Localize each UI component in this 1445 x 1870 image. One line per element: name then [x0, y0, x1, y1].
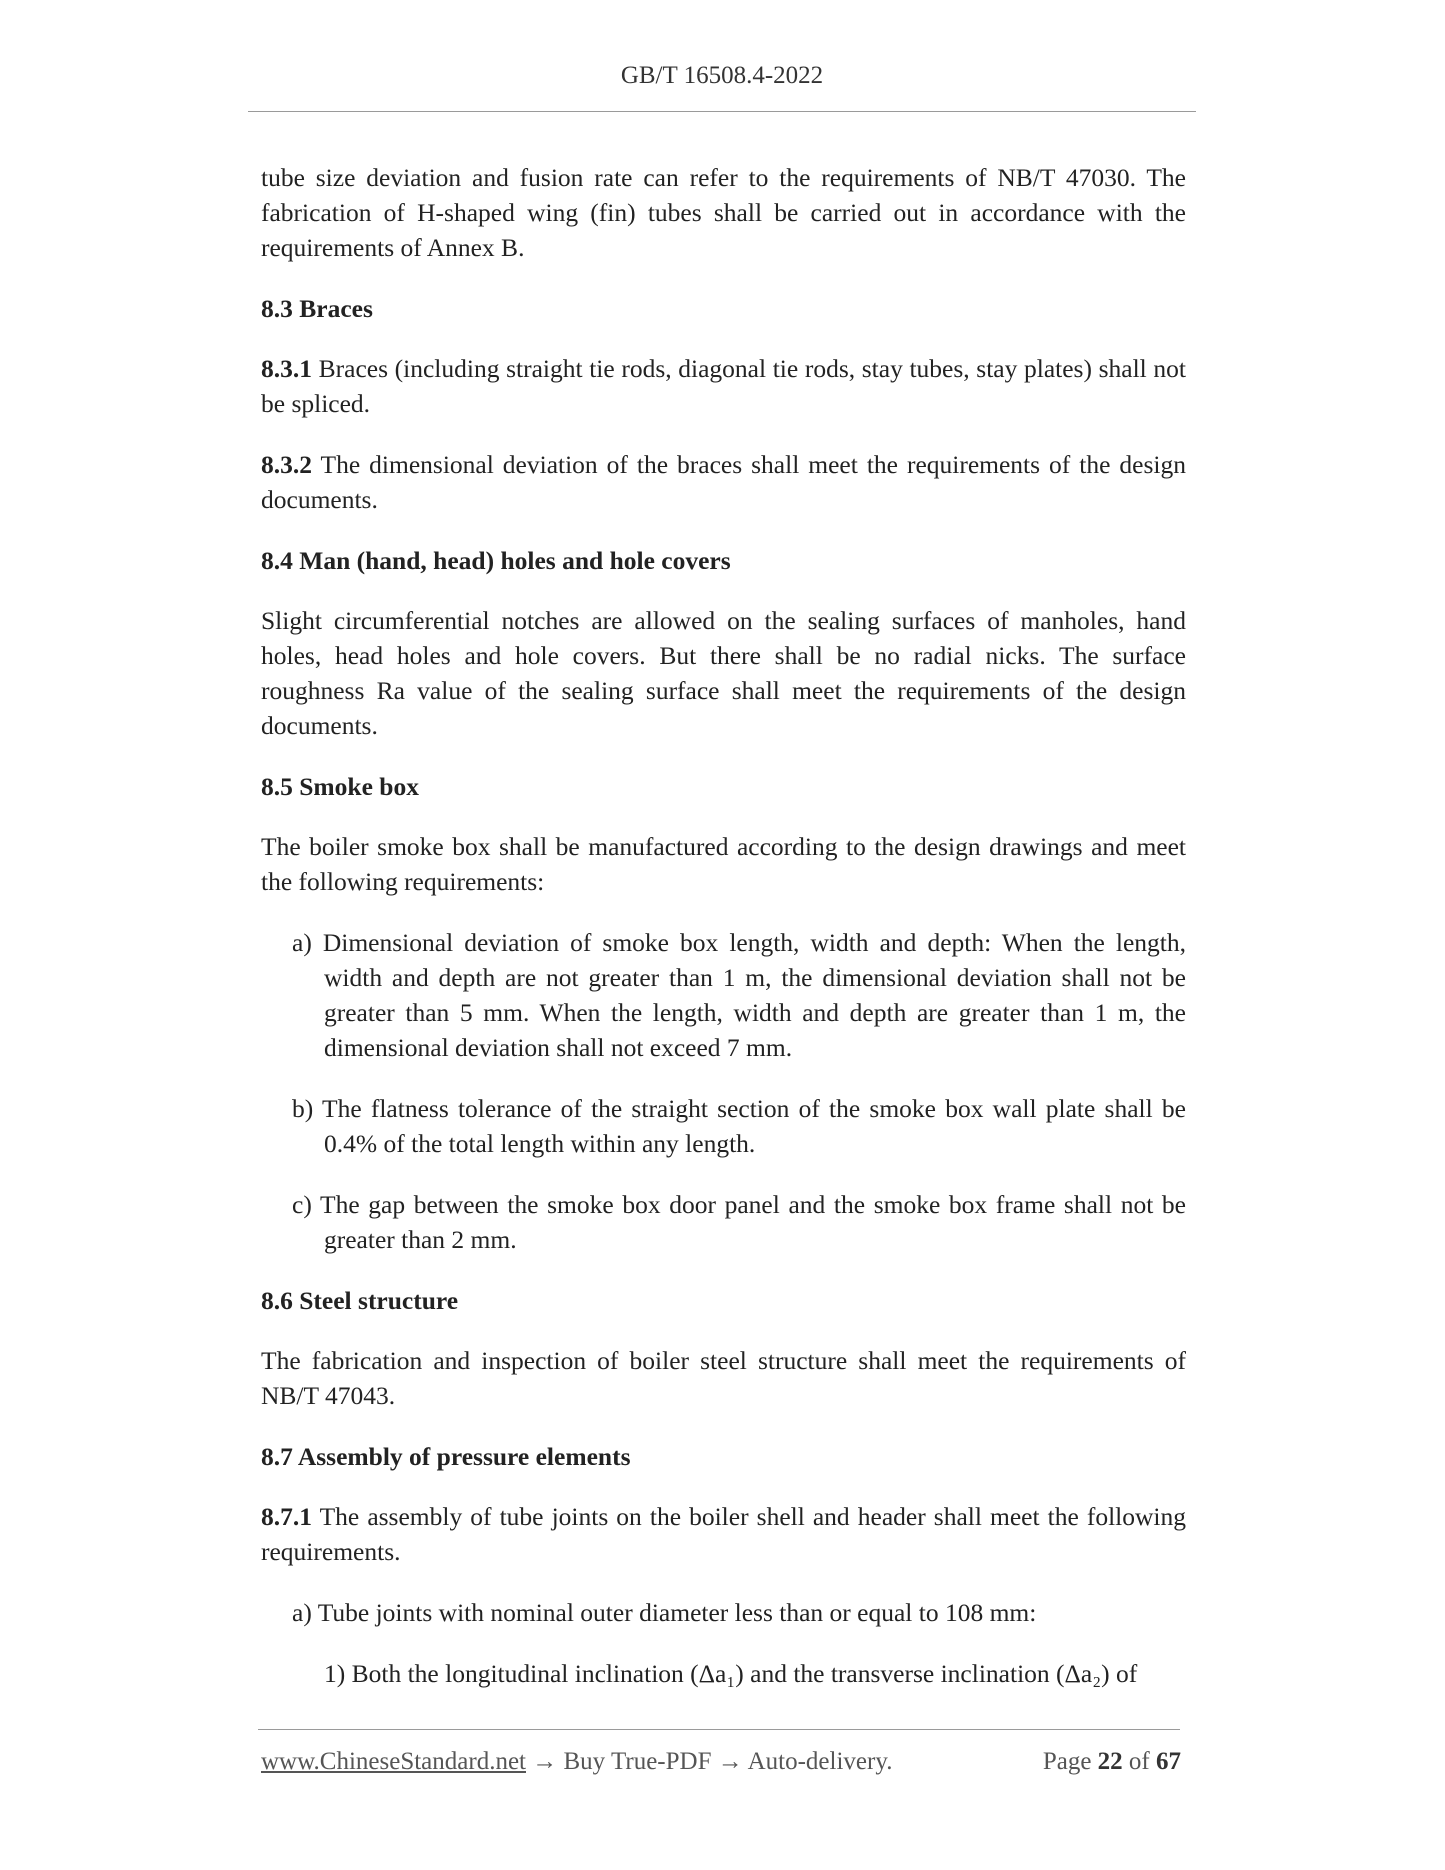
- list-item-a: a) Dimensional deviation of smoke box length, width and depth: When the length, width and depth are not greater than 1 m, the dimensional deviation shall not be greater than 5 mm. When the length, width and depth are greater than 1 m, the dimensional deviation shall not exceed 7 mm.: [292, 928, 1186, 1062]
- section-heading-8-5: 8.5 Smoke box: [261, 772, 419, 801]
- section-heading-8-4: 8.4 Man (hand, head) holes and hole covers: [261, 546, 731, 575]
- intro-paragraph: tube size deviation and fusion rate can refer to the requirements of NB/T 47030. The fabrication of H-shaped wing (fin) tubes shall be carried out in accordance with the requirements of Annex B.: [261, 163, 1186, 262]
- clause-number: 8.3.1: [261, 354, 312, 383]
- clause-text: Braces (including straight tie rods, diagonal tie rods, stay tubes, stay plates) shall not be spliced.: [261, 354, 1186, 418]
- site-link[interactable]: www.ChineseStandard.net: [261, 1748, 526, 1775]
- section-heading-8-3: 8.3 Braces: [261, 294, 373, 323]
- sub-list-item-1: 1) Both the longitudinal inclination (Δa₁) and the transverse inclination (Δa₂) of: [324, 1659, 1138, 1688]
- footer-divider: [258, 1729, 1180, 1730]
- section-8-4-text: Slight circumferential notches are allowed on the sealing surfaces of manholes, hand holes, head holes and hole covers. But there shall be no radial nicks. The surface roughness Ra value of the sealing surface shall meet the requirements of the design documents.: [261, 606, 1186, 740]
- total-pages-number: 67: [1156, 1748, 1181, 1775]
- footer-tagline: → Buy True-PDF → Auto-delivery.: [526, 1748, 893, 1775]
- section-heading-8-7: 8.7 Assembly of pressure elements: [261, 1442, 631, 1471]
- list-item-c: c) The gap between the smoke box door panel and the smoke box frame shall not be greater than 2 mm.: [292, 1190, 1186, 1254]
- page-content: [261, 160, 1186, 1717]
- clause-text: The dimensional deviation of the braces shall meet the requirements of the design documents.: [261, 450, 1186, 514]
- current-page-number: 22: [1097, 1748, 1123, 1775]
- list-item-a: a) Tube joints with nominal outer diameter less than or equal to 108 mm:: [292, 1598, 1037, 1627]
- list-item-b: b) The flatness tolerance of the straight section of the smoke box wall plate shall be 0.4% of the total length within any length.: [292, 1094, 1186, 1158]
- clause-8-7-1: [261, 1499, 1186, 1569]
- page-label: Page: [1042, 1748, 1098, 1775]
- clause-number: 8.3.2: [261, 450, 312, 479]
- of-label: of: [1122, 1748, 1156, 1775]
- document-header: GB/T 16508.4-2022: [620, 62, 824, 89]
- page-indicator: [1043, 1748, 1181, 1776]
- clause-number: 8.7.1: [261, 1502, 312, 1531]
- section-8-5-text: The boiler smoke box shall be manufactured according to the design drawings and meet the following requirements:: [261, 832, 1186, 896]
- clause-text: The assembly of tube joints on the boiler shell and header shall meet the following requirements.: [261, 1502, 1186, 1566]
- clause-8-3-1: [261, 351, 1186, 421]
- clause-8-3-2: [261, 447, 1186, 517]
- header-divider: [248, 111, 1196, 112]
- section-8-6-text: The fabrication and inspection of boiler steel structure shall meet the requirements of NB/T 47043.: [261, 1346, 1186, 1410]
- section-heading-8-6: 8.6 Steel structure: [261, 1286, 459, 1315]
